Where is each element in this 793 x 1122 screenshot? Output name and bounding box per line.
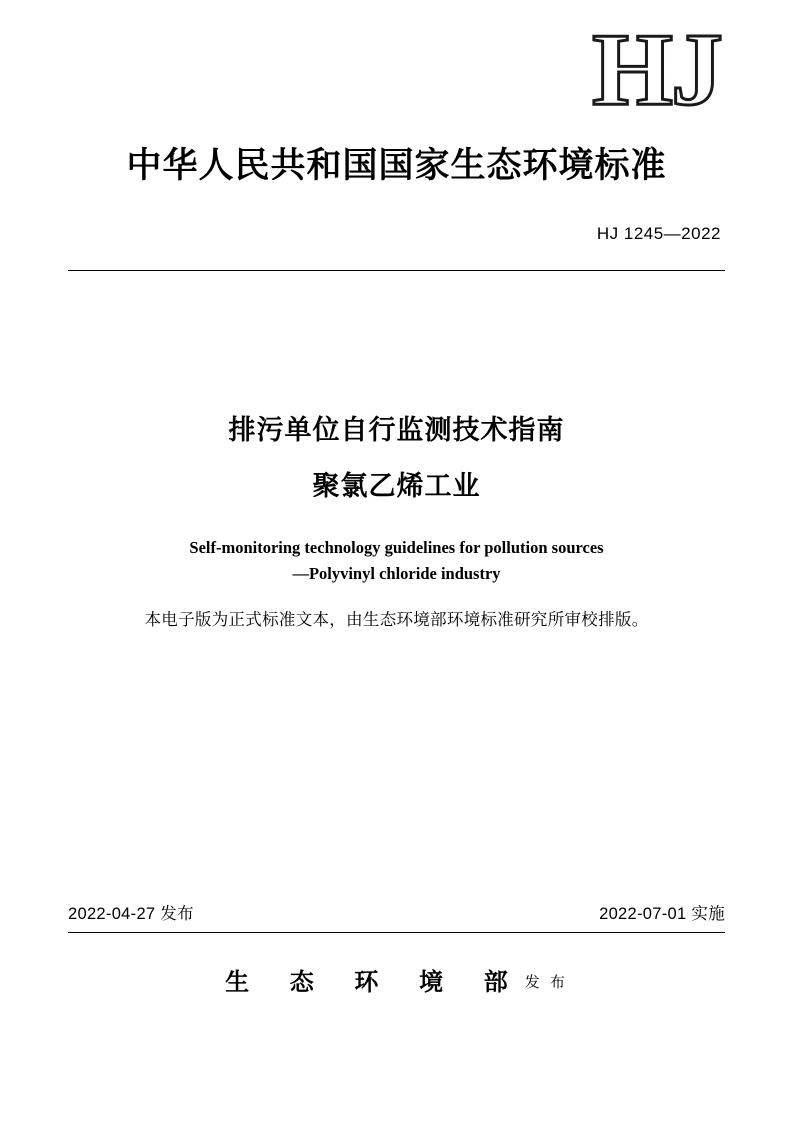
dates-row (68, 900, 725, 924)
document-title-cn-line1: 排污单位自行监测技术指南 (228, 415, 565, 445)
issue-date: 2022-04-27 发布 (68, 905, 194, 923)
document-title-en-line2: —Polyvinyl chloride industry (292, 564, 501, 584)
header-divider (68, 270, 725, 271)
publisher-verb: 发 布 (524, 974, 568, 991)
publisher-block (0, 962, 793, 997)
standard-number: HJ 1245—2022 (596, 224, 721, 243)
publisher-organization: 生 态 环 境 部 (225, 969, 525, 996)
document-title-en-line1: Self-monitoring technology guidelines for pollution sources (189, 537, 604, 557)
footer-divider (68, 932, 725, 933)
edition-note: 本电子版为正式标准文本，由生态环境部环境标准研究所审校排版。 (144, 610, 649, 629)
document-title-cn-line2: 聚氯乙烯工业 (312, 471, 481, 502)
effective-date: 2022-07-01 实施 (599, 905, 725, 923)
hj-logo: HJ (592, 12, 721, 127)
title-block (0, 412, 793, 630)
standard-series-title: 中华人民共和国国家生态环境标准 (126, 146, 667, 185)
